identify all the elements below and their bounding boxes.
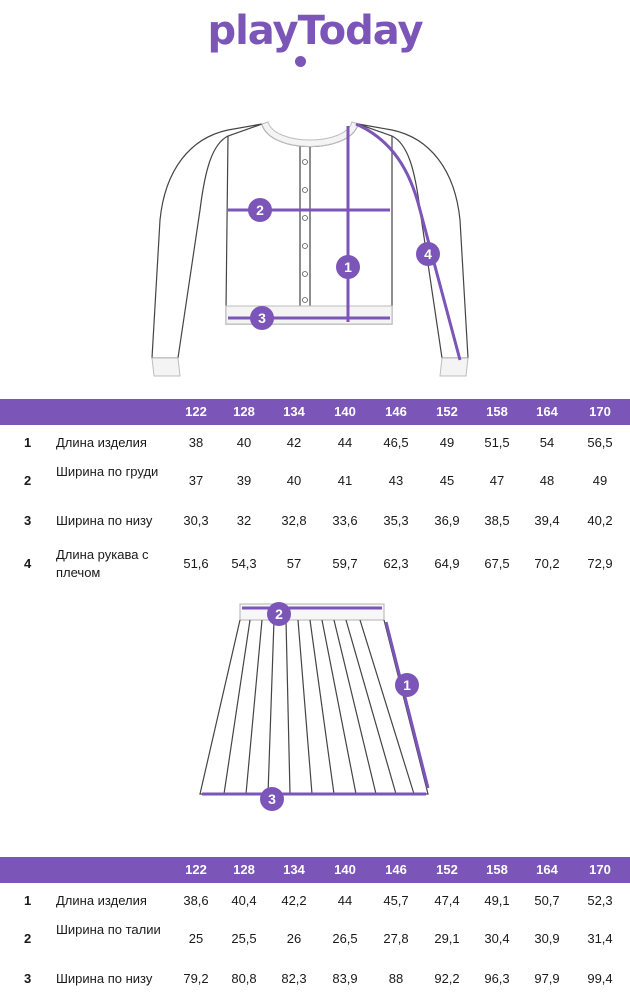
cell-value: 35,3	[383, 513, 409, 528]
cell-value: 70,2	[534, 556, 560, 571]
table2-header	[0, 857, 630, 883]
size-header-128: 128	[233, 404, 255, 419]
row-label: Длина изделия	[56, 893, 147, 908]
marker-2-label: 2	[256, 202, 264, 218]
cell-value: 40,4	[231, 893, 257, 908]
cell-value: 44	[337, 893, 353, 908]
cell-value: 92,2	[434, 971, 460, 986]
table1-header	[0, 399, 630, 425]
cell-value: 32,8	[281, 513, 307, 528]
cell-value: 25	[188, 931, 204, 946]
cell-value: 59,7	[332, 556, 358, 571]
row-label: Ширина по талии	[56, 922, 161, 937]
cell-value: 38,6	[183, 893, 209, 908]
row-number: 4	[24, 556, 32, 571]
skirt-marker-2-label: 2	[275, 606, 283, 622]
cell-value: 67,5	[484, 556, 510, 571]
cell-value: 51,6	[183, 556, 209, 571]
cell-value: 51,5	[484, 435, 510, 450]
table-row	[0, 544, 630, 584]
cell-value: 30,4	[484, 931, 510, 946]
cell-value: 42,2	[281, 893, 307, 908]
cell-value: 40	[236, 435, 252, 450]
cell-value: 31,4	[587, 931, 613, 946]
cell-value: 45,7	[383, 893, 409, 908]
table-row	[0, 428, 630, 458]
cell-value: 96,3	[484, 971, 510, 986]
size-header-158: 158	[486, 862, 508, 877]
size-header-152: 152	[436, 404, 458, 419]
marker-1-label: 1	[344, 259, 352, 275]
cell-value: 30,3	[183, 513, 209, 528]
skirt-marker-1-label: 1	[403, 677, 411, 693]
size-header-134: 134	[283, 404, 305, 419]
cell-value: 29,1	[434, 931, 460, 946]
size-header-170: 170	[589, 404, 611, 419]
table-row	[0, 920, 630, 958]
brand-logo: playToday	[207, 8, 423, 54]
cell-value: 37	[188, 473, 204, 488]
table-row	[0, 462, 630, 500]
row-label: Длина изделия	[56, 435, 147, 450]
cell-value: 52,3	[587, 893, 613, 908]
table-row	[0, 960, 630, 998]
cell-value: 49	[592, 473, 608, 488]
cell-value: 27,8	[383, 931, 409, 946]
size-header-134: 134	[283, 862, 305, 877]
skirt-marker-3-label: 3	[268, 791, 276, 807]
cell-value: 25,5	[231, 931, 257, 946]
cell-value: 30,9	[534, 931, 560, 946]
cell-value: 39,4	[534, 513, 560, 528]
cell-value: 26	[286, 931, 302, 946]
cell-value: 57	[286, 556, 302, 571]
size-header-164: 164	[536, 862, 558, 877]
cell-value: 32	[236, 513, 252, 528]
cell-value: 40,2	[587, 513, 613, 528]
row-number: 2	[24, 931, 32, 946]
cell-value: 44	[337, 435, 353, 450]
cell-value: 40	[286, 473, 302, 488]
cell-value: 49,1	[484, 893, 510, 908]
row-label: Длина рукава с плечом	[56, 547, 149, 580]
cell-value: 33,6	[332, 513, 358, 528]
cell-value: 97,9	[534, 971, 560, 986]
cell-value: 62,3	[383, 556, 409, 571]
cell-value: 88	[388, 971, 404, 986]
cell-value: 50,7	[534, 893, 560, 908]
cardigan-figure	[0, 110, 630, 390]
size-header-140: 140	[334, 862, 356, 877]
cell-value: 79,2	[183, 971, 209, 986]
row-label: Ширина по груди	[56, 464, 159, 479]
cell-value: 47,4	[434, 893, 460, 908]
cell-value: 56,5	[587, 435, 613, 450]
cardigan-buttons	[303, 160, 308, 303]
row-number: 2	[24, 473, 32, 488]
cell-value: 99,4	[587, 971, 613, 986]
row-label: Ширина по низу	[56, 971, 153, 986]
table-row	[0, 502, 630, 540]
cell-value: 41	[337, 473, 353, 488]
table-row	[0, 886, 630, 916]
size-header-128: 128	[233, 862, 255, 877]
row-label: Ширина по низу	[56, 513, 153, 528]
size-header-146: 146	[385, 404, 407, 419]
cell-value: 64,9	[434, 556, 460, 571]
cell-value: 42	[286, 435, 302, 450]
size-header-164: 164	[536, 404, 558, 419]
cell-value: 38	[188, 435, 204, 450]
cell-value: 39	[236, 473, 252, 488]
cell-value: 80,8	[231, 971, 257, 986]
marker-4-label: 4	[424, 246, 432, 262]
cell-value: 45	[439, 473, 455, 488]
cell-value: 49	[439, 435, 455, 450]
cell-value: 72,9	[587, 556, 613, 571]
cell-value: 54,3	[231, 556, 257, 571]
skirt-figure	[0, 598, 630, 818]
row-number: 3	[24, 513, 32, 528]
row-number: 1	[24, 893, 32, 908]
cell-value: 54	[539, 435, 555, 450]
marker-3-label: 3	[258, 310, 266, 326]
size-header-170: 170	[589, 862, 611, 877]
size-header-122: 122	[185, 404, 207, 419]
size-header-146: 146	[385, 862, 407, 877]
cell-value: 43	[388, 473, 404, 488]
logo-dot	[295, 56, 306, 67]
skirt-outline	[200, 604, 428, 794]
cell-value: 38,5	[484, 513, 510, 528]
cell-value: 48	[539, 473, 555, 488]
size-header-122: 122	[185, 862, 207, 877]
cell-value: 82,3	[281, 971, 307, 986]
size-header-152: 152	[436, 862, 458, 877]
cell-value: 47	[489, 473, 505, 488]
row-number: 3	[24, 971, 32, 986]
size-header-158: 158	[486, 404, 508, 419]
cell-value: 36,9	[434, 513, 460, 528]
size-header-140: 140	[334, 404, 356, 419]
cell-value: 83,9	[332, 971, 358, 986]
cell-value: 46,5	[383, 435, 409, 450]
cell-value: 26,5	[332, 931, 358, 946]
row-number: 1	[24, 435, 32, 450]
